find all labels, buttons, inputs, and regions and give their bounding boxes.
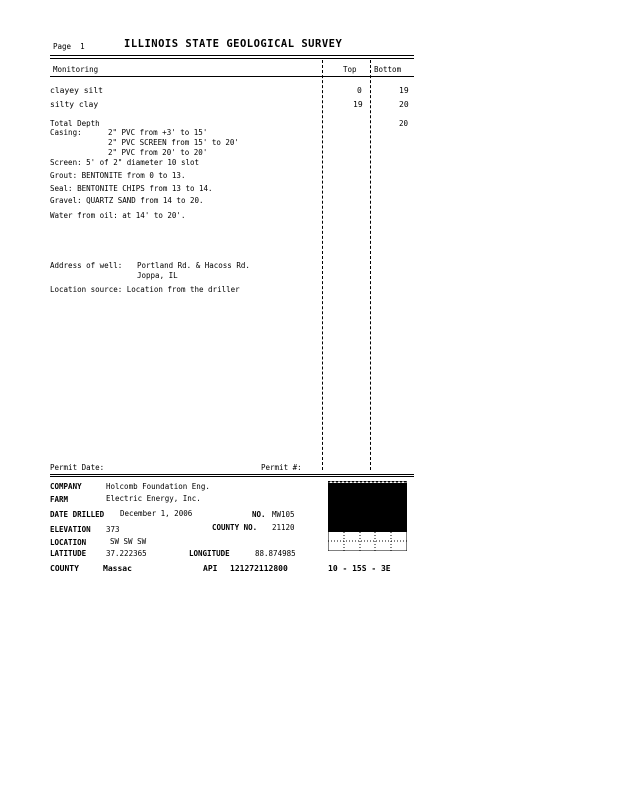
address-line2: Joppa, IL [137,271,178,280]
section-map-grid [328,481,407,551]
table-row-material: clayey silt [50,86,103,95]
table-row-bottom: 19 [399,86,409,95]
company-label: COMPANY [50,482,82,491]
address-label: Address of well: [50,261,123,270]
footer-rule [50,474,414,475]
api-value: 121272112800 [230,564,288,573]
header-rule-2 [50,58,414,59]
elevation-value: 373 [106,525,120,534]
longitude-value: 88.874985 [255,549,296,558]
elevation-label: ELEVATION [50,525,91,534]
header-rule [50,55,414,56]
casing-line: 2" PVC from 20' to 20' [108,148,208,157]
farm-label: FARM [50,495,69,504]
column-divider-right [370,60,371,470]
section-label: Monitoring [53,65,99,74]
longitude-label: LONGITUDE [189,549,230,558]
page-number: Page 1 [53,42,85,51]
county-no-label: COUNTY NO. [212,523,258,532]
permit-date-label: Permit Date: [50,463,105,472]
footer-rule-2 [50,476,414,477]
table-row-material: silty clay [50,100,99,109]
well-no-value: MW105 [272,510,295,519]
total-depth-value: 20 [399,119,409,128]
total-depth-label: Total Depth [50,119,100,128]
county-label: COUNTY [50,564,79,573]
farm-value: Electric Energy, Inc. [106,494,201,503]
table-row-top: 19 [353,100,363,109]
permit-number-label: Permit #: [261,463,302,472]
table-row-bottom: 20 [399,100,409,109]
section-map-graphic [328,481,407,551]
location-source: Location source: Location from the driller [50,285,240,294]
survey-title: ILLINOIS STATE GEOLOGICAL SURVEY [124,38,343,50]
gravel-note: Gravel: QUARTZ SAND from 14 to 20. [50,196,204,205]
township-range: 10 - 15S - 3E [328,564,391,573]
casing-line: 2" PVC SCREEN from 15' to 20' [108,138,239,147]
grout-note: Grout: BENTONITE from 0 to 13. [50,171,186,180]
date-drilled-value: December 1, 2006 [120,509,193,518]
table-row-top: 0 [357,86,362,95]
address-line1: Portland Rd. & Hacoss Rd. [137,261,250,270]
county-value: Massac [103,564,132,573]
seal-note: Seal: BENTONITE CHIPS from 13 to 14. [50,184,213,193]
latitude-label: LATITUDE [50,549,87,558]
location-label: LOCATION [50,538,87,547]
table-header-rule [50,76,414,77]
water-note: Water from oil: at 14' to 20'. [50,211,186,220]
well-no-label: NO. [252,510,266,519]
company-value: Holcomb Foundation Eng. [106,482,210,491]
latitude-value: 37.222365 [106,549,147,558]
col-bottom-header: Bottom [374,65,402,74]
county-no-value: 21120 [272,523,295,532]
location-value: SW SW SW [110,537,147,546]
column-divider-left [322,60,323,470]
casing-label: Casing: [50,128,82,137]
col-top-header: Top [343,65,357,74]
date-drilled-label: DATE DRILLED [50,510,105,519]
casing-line: 2" PVC from +3' to 15' [108,128,208,137]
screen-note: Screen: 5' of 2" diameter 10 slot [50,158,200,167]
api-label: API [203,564,218,573]
